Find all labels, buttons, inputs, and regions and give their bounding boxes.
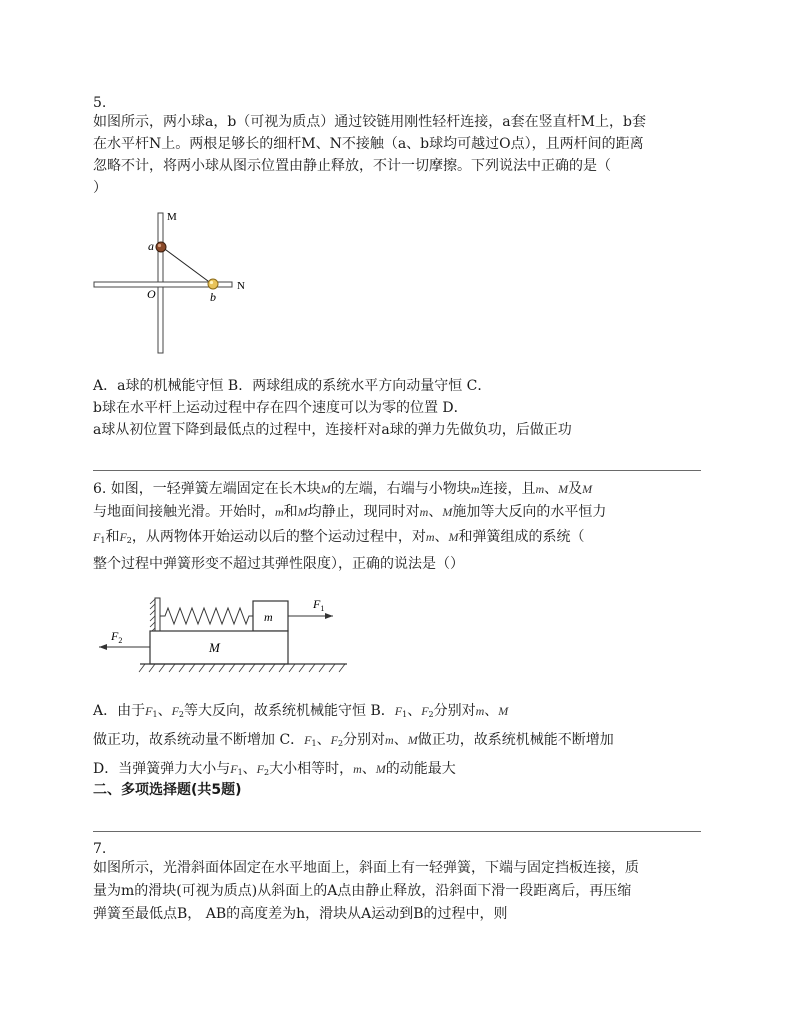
q5-number: 5. bbox=[93, 95, 107, 111]
subscript: 2 bbox=[428, 710, 434, 719]
text: 连接，且 bbox=[479, 481, 536, 497]
var-f2: F bbox=[421, 704, 429, 718]
label-f1: $F_1$ bbox=[313, 597, 325, 613]
var-f2: F bbox=[171, 704, 179, 718]
q6-option-line-2 bbox=[93, 729, 614, 755]
text: ，从两物体开始运动以后的整个运动过程中，对 bbox=[131, 529, 426, 545]
separator bbox=[93, 470, 701, 471]
ground-hatch bbox=[139, 664, 345, 672]
ball-a bbox=[156, 242, 166, 252]
q7-number: 7. bbox=[93, 841, 107, 857]
label-f2: $F_2$ bbox=[111, 629, 123, 645]
var-m-upper: M bbox=[297, 505, 308, 519]
subscript: 1 bbox=[311, 739, 317, 748]
var-f2: F bbox=[256, 762, 265, 776]
var-m-upper: M bbox=[375, 762, 386, 776]
text: 、 bbox=[434, 529, 449, 545]
text: 和 bbox=[105, 529, 120, 545]
label-n: N bbox=[237, 280, 245, 292]
text: 如图，一轻弹簧左端固定在长木块 bbox=[110, 481, 321, 497]
var-m: m bbox=[385, 733, 394, 747]
subscript: 2 bbox=[337, 739, 344, 748]
q7-stem-line-2: 量为m的滑块(可视为质点)从斜面上的A点由静止释放，沿斜面下滑一段距离后，再压缩 bbox=[93, 883, 632, 899]
q7-stem-line-3: 弹簧至最低点B， AB的高度差为h，滑块从A运动到B的过程中，则 bbox=[93, 906, 508, 922]
text: 做正功，故系统动量不断增加 C． bbox=[93, 732, 305, 748]
var-m-upper: M bbox=[407, 733, 418, 747]
q6-stem-line-1 bbox=[93, 478, 592, 500]
text: 和弹簧组成的系统（ bbox=[458, 529, 585, 545]
var-f1: F bbox=[230, 762, 238, 776]
text: 及 bbox=[568, 481, 583, 497]
subscript: 2 bbox=[178, 710, 184, 719]
label-o: O bbox=[147, 287, 156, 301]
q5-stem-line-1: 如图所示，两小球a，b（可视为质点）通过铰链用刚性轻杆连接，a套在竖直杆M上，b套 bbox=[93, 114, 646, 130]
section-title: 二、多项选择题(共5题) bbox=[93, 782, 242, 798]
var-f1: F bbox=[93, 530, 101, 544]
q7-stem-line-1: 如图所示，光滑斜面体固定在水平地面上，斜面上有一轻弹簧，下端与固定挡板连接，质 bbox=[93, 860, 639, 876]
var-m: m bbox=[535, 482, 545, 496]
text: 分别对 bbox=[433, 703, 476, 719]
text: 与地面间接触光滑。开始时， bbox=[93, 504, 275, 520]
text: 分别对 bbox=[343, 732, 386, 748]
q5-stem-line-2: 在水平杆N上。两根足够长的细杆M、N不接触（a、b球均可越过O点），且两杆间的距离 bbox=[93, 136, 644, 152]
var-m: m bbox=[470, 482, 480, 496]
subscript: 1 bbox=[152, 710, 158, 719]
text: 和 bbox=[283, 504, 298, 520]
var-m-upper: M bbox=[320, 482, 331, 496]
q5-stem-line-4: ） bbox=[93, 180, 107, 196]
q5-option-line-2: b球在水平杆上运动过程中存在四个速度可以为零的位置 D． bbox=[93, 400, 468, 416]
q6-option-line-1 bbox=[93, 700, 508, 726]
text: D．当弹簧弹力大小与 bbox=[93, 761, 231, 777]
text: 、 bbox=[361, 761, 376, 777]
text: 的左端，右端与小物块 bbox=[330, 481, 471, 497]
var-f1: F bbox=[394, 704, 403, 718]
label-b: b bbox=[210, 290, 216, 304]
label-block-m: m bbox=[264, 610, 273, 624]
var-m: m bbox=[353, 762, 362, 776]
var-m: m bbox=[425, 530, 435, 544]
var-f2: F bbox=[119, 530, 127, 544]
subscript: 2 bbox=[264, 768, 270, 777]
text: 大小相等时， bbox=[269, 761, 354, 777]
var-m: m bbox=[475, 704, 485, 718]
wall bbox=[155, 598, 160, 631]
text: 、 bbox=[544, 481, 559, 497]
subscript: 1 bbox=[100, 536, 106, 545]
label-m: M bbox=[167, 211, 177, 223]
text: 、 bbox=[242, 761, 257, 777]
var-m-upper: M bbox=[448, 530, 459, 544]
text: 、 bbox=[428, 504, 443, 520]
ball-b-highlight bbox=[210, 281, 213, 284]
text: 等大反向，故系统机械能守恒 B． bbox=[184, 703, 395, 719]
var-m: m bbox=[419, 505, 429, 519]
var-f1: F bbox=[145, 704, 153, 718]
text: 、 bbox=[484, 703, 499, 719]
arrow-right-icon bbox=[325, 613, 333, 619]
var-f1: F bbox=[304, 733, 312, 747]
q6-number: 6. bbox=[93, 481, 107, 497]
q6-stem-line-3 bbox=[93, 526, 585, 552]
ball-a-highlight bbox=[158, 244, 161, 247]
var-m: m bbox=[275, 505, 284, 519]
text: 的动能最大 bbox=[385, 761, 456, 777]
connecting-rod bbox=[162, 247, 212, 284]
subscript: 2 bbox=[126, 536, 132, 545]
separator bbox=[93, 831, 701, 832]
q5-figure bbox=[90, 205, 260, 360]
q5-option-line-3: a球从初位置下降到最低点的过程中，连接杆对a球的弹力先做负功，后做正功 bbox=[93, 422, 572, 438]
var-m-upper: M bbox=[498, 704, 509, 718]
spring bbox=[160, 608, 253, 624]
text: 、 bbox=[407, 703, 422, 719]
q5-option-line-1: A．a球的机械能守恒 B．两球组成的系统水平方向动量守恒 C． bbox=[93, 378, 492, 394]
arrow-left-icon bbox=[99, 644, 107, 650]
subscript: 1 bbox=[402, 710, 408, 719]
text: 施加等大反向的水平恒力 bbox=[452, 504, 607, 520]
q5-stem-line-3: 忽略不计，将两小球从图示位置由静止释放，不计一切摩擦。下列说法中正确的是（ bbox=[93, 158, 611, 174]
var-m-upper: M bbox=[582, 482, 593, 496]
text: 、 bbox=[316, 732, 331, 748]
label-a: a bbox=[148, 239, 154, 253]
var-m-upper: M bbox=[442, 505, 453, 519]
text: 、 bbox=[157, 703, 172, 719]
q6-figure bbox=[95, 590, 355, 680]
var-f2: F bbox=[330, 733, 338, 747]
q6-stem-line-2 bbox=[93, 501, 606, 523]
text: 、 bbox=[393, 732, 408, 748]
text: 做正功，故系统机械能不断增加 bbox=[417, 732, 614, 748]
text: 均静止，现同时对 bbox=[307, 504, 420, 520]
wall-hatch bbox=[150, 599, 155, 633]
q6-stem-line-4: 整个过程中弹簧形变不超过其弹性限度），正确的说法是（） bbox=[93, 556, 464, 572]
label-block-big-m: M bbox=[209, 640, 220, 655]
var-m-upper: M bbox=[558, 482, 569, 496]
text: A．由于 bbox=[93, 703, 146, 719]
ball-b bbox=[208, 279, 218, 289]
subscript: 1 bbox=[237, 768, 243, 777]
